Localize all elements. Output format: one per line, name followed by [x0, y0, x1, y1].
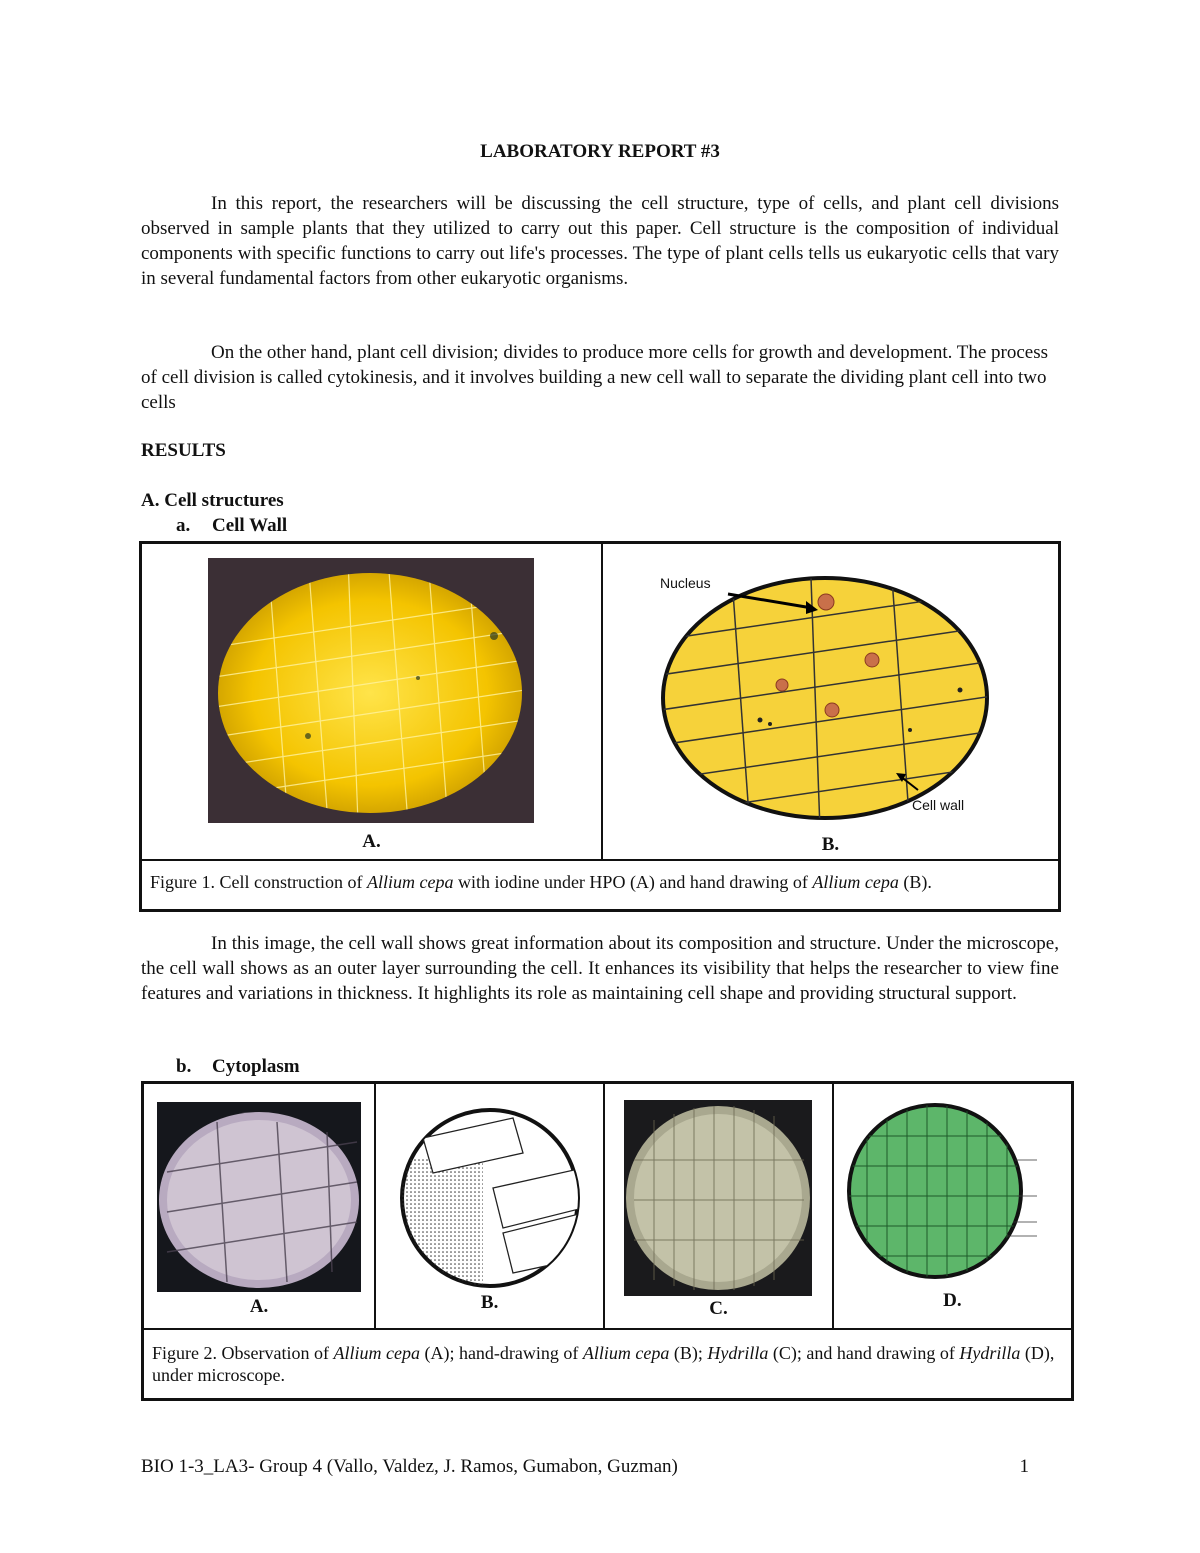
caption-text: (C); and hand drawing of — [768, 1342, 960, 1363]
footer-text: BIO 1-3_LA3- Group 4 (Vallo, Valdez, J. Ramos, Gumabon, Guzman) — [141, 1456, 678, 1477]
intro-p1-text: In this report, the researchers will be discussing the cell structure, type of cells, and plant cell divisions observed in sample plants that they utilized to carry out this paper. Cell structure is the composition of individual components with specific functions to carry out life's processes. The type of plant cells tells us eukaryotic cells that vary in several fundamental factors from other eukaryotic organisms. — [141, 193, 1059, 289]
allium-cytoplasm-micrograph — [157, 1102, 361, 1292]
figure-2-cell-d — [833, 1083, 1073, 1329]
caption-text: (B); — [669, 1342, 708, 1363]
cell-wall-paragraph — [141, 931, 1059, 1006]
figure-1-label-a: A. — [362, 831, 381, 852]
section-a-heading: A. Cell structures — [141, 490, 284, 511]
results-heading: RESULTS — [141, 440, 226, 461]
figure-1-table — [139, 541, 1061, 912]
figure-1-cell-b — [602, 543, 1060, 860]
figure-2-cell-c — [604, 1083, 833, 1329]
subsection-b-heading — [176, 1056, 300, 1078]
caption-species: Allium cepa — [333, 1342, 420, 1363]
caption-species: Hydrilla — [707, 1342, 769, 1363]
caption-text: Figure 1. Cell construction of — [150, 871, 367, 892]
hydrilla-drawing — [847, 1096, 1057, 1286]
intro-paragraph-1 — [141, 191, 1059, 291]
caption-text: Figure 2. Observation of — [152, 1342, 334, 1363]
figure-2-label-a: A. — [249, 1296, 269, 1317]
nucleus-label: Nucleus — [660, 575, 712, 591]
subsection-b-text: Cytoplasm — [212, 1056, 300, 1077]
subsection-a-text: Cell Wall — [212, 515, 288, 536]
allium-cytoplasm-drawing — [393, 1098, 587, 1292]
caption-text: (B). — [898, 871, 932, 892]
subsection-a-label: a. — [176, 515, 191, 536]
cell-wall-label: Cell wall — [912, 797, 965, 813]
intro-paragraph-2 — [141, 340, 1059, 415]
figure-2-label-d: D. — [943, 1290, 962, 1311]
subsection-a-heading — [176, 515, 287, 537]
hydrilla-micrograph — [624, 1100, 812, 1296]
page-footer — [141, 1456, 1059, 1478]
caption-species: Allium cepa — [812, 871, 899, 892]
caption-species: Allium cepa — [582, 1342, 670, 1363]
figure-1-label-b: B. — [821, 834, 840, 855]
figure-2-caption — [143, 1329, 1073, 1400]
figure-1-cell-a — [141, 543, 602, 860]
caption-text: (D), under microscope. — [152, 1342, 1055, 1385]
figure-1-caption — [141, 860, 1060, 911]
caption-species: Allium cepa — [366, 871, 454, 892]
report-title: LABORATORY REPORT #3 — [480, 141, 720, 162]
caption-text: with iodine under HPO (A) and hand drawing of — [453, 871, 813, 892]
subsection-b-label: b. — [176, 1056, 192, 1077]
allium-micrograph-image — [208, 558, 534, 823]
page-number: 1 — [1019, 1456, 1029, 1477]
figure-2-label-b: B. — [480, 1292, 499, 1313]
figure-2-table — [141, 1081, 1074, 1401]
caption-text: (A); hand-drawing of — [419, 1342, 583, 1363]
figure-2-cell-a — [143, 1083, 376, 1329]
figure-2-cell-b — [375, 1083, 604, 1329]
cell-wall-paragraph-text: In this image, the cell wall shows great information about its composition and structure. Under the microscope, the cell wall shows as an outer layer surrounding the cell. It enhances its visibility that helps the researcher to view fine features and variations in thickness. It highlights its role as maintaining cell shape and providing structural support. — [141, 933, 1059, 1004]
allium-drawing-image — [660, 550, 1000, 830]
intro-p2-text: On the other hand, plant cell division; divides to produce more cells for growth and development. The process of cell division is called cytokinesis, and it involves building a new cell wall to separate the dividing plant cell into two cells — [141, 342, 1049, 413]
caption-species: Hydrilla — [959, 1342, 1021, 1363]
figure-2-label-c: C. — [709, 1298, 728, 1319]
